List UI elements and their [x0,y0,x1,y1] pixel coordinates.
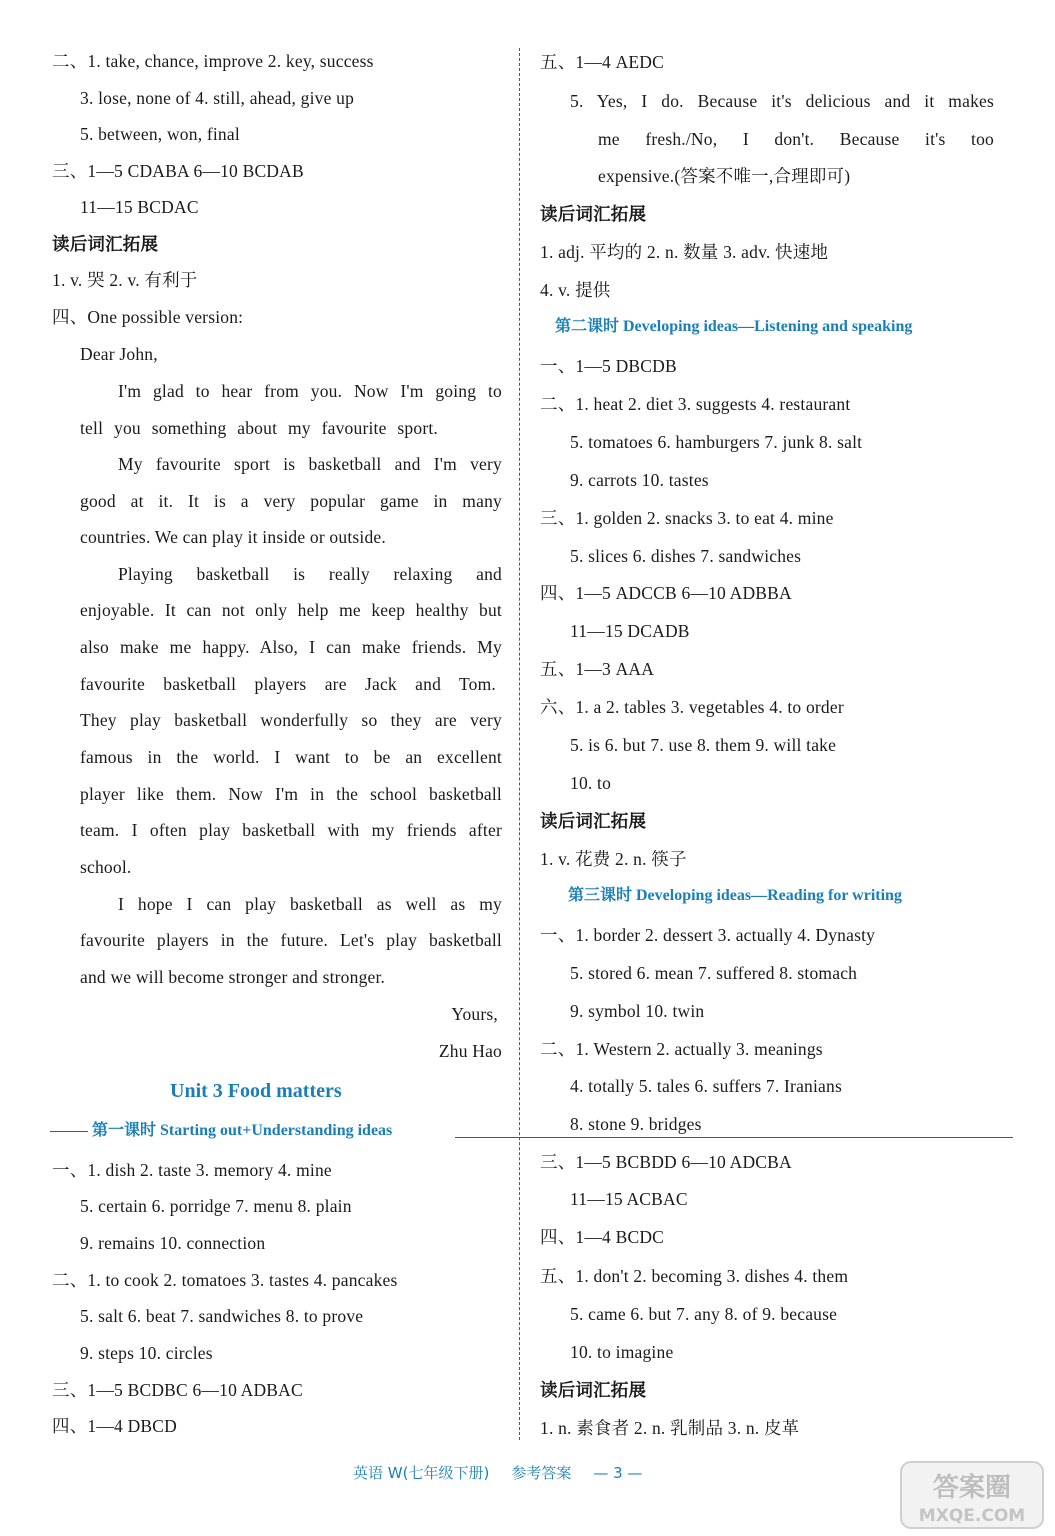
answer-line: 4. totally 5. tales 6. suffers 7. Iranians [570,1076,842,1096]
essay-line: tell you something about my favourite sport. [80,418,438,438]
answer-line: 9. carrots 10. tastes [570,470,709,490]
essay-line: and we will become stronger and stronger. [80,967,386,987]
answer-line: expensive.(答案不唯一,合理即可) [598,166,851,186]
answer-line: 1. n. 素食者 2. n. 乳制品 3. n. 皮革 [540,1418,800,1438]
essay-line: countries. We can play it inside or outside. [80,527,386,547]
essay-line: school. [80,857,132,877]
essay-greeting: Dear John, [80,344,158,364]
answer-line: 5. is 6. but 7. use 8. them 9. will take [570,735,837,755]
unit-title: Unit 3 Food matters [170,1080,342,1102]
footer-subject: 英语 W(七年级下册) [353,1464,490,1482]
essay-line: I'm glad to hear from you. Now I'm going to [118,381,502,401]
essay-line: Playing basketball is really relaxing and [118,564,502,584]
answer-line: 11—15 ACBAC [570,1189,688,1209]
answer-line: 六、1. a 2. tables 3. vegetables 4. to order [540,697,844,717]
lesson-heading: 第一课时 Starting out+Understanding ideas [92,1122,393,1139]
answer-line: 四、1—5 ADCCB 6—10 ADBBA [540,583,792,603]
essay-line: famous in the world. I want to be an excellent [80,747,502,767]
essay-line: team. I often play basketball with my friends after [80,820,502,840]
answer-line: 3. lose, none of 4. still, ahead, give up [80,88,355,108]
answer-line: 四、1—4 DBCD [52,1416,177,1436]
lesson-heading: 第三课时 Developing ideas—Reading for writing [568,887,902,904]
answer-line: 10. to imagine [570,1342,674,1362]
column-divider [519,48,520,1440]
answer-line: 五、1—3 AAA [540,659,655,679]
answer-line: 二、1. to cook 2. tomatoes 3. tastes 4. pancakes [52,1270,398,1290]
answer-line: 9. symbol 10. twin [570,1001,705,1021]
answer-line: 1. v. 花费 2. n. 筷子 [540,849,687,869]
watermark-url: MXQE.COM [918,1506,1026,1526]
essay-line: favourite players in the future. Let's play basketball [80,930,502,950]
section-heading: 读后词汇拓展 [540,204,647,224]
answer-line: 10. to [570,773,612,793]
essay-intro: 四、One possible version: [52,307,244,327]
essay-line: They play basketball wonderfully so they are very [80,710,502,730]
essay-line: My favourite sport is basketball and I'm very [118,454,502,474]
essay-signature: Zhu Hao [438,1041,502,1061]
answer-line: 三、1—5 BCBDD 6—10 ADCBA [540,1152,792,1172]
answer-line: 9. steps 10. circles [80,1343,213,1363]
section-heading: 读后词汇拓展 [540,811,647,831]
answer-line: 11—15 BCDAC [80,197,199,217]
answer-line: 5. between, won, final [80,124,240,144]
answer-line: 9. remains 10. connection [80,1233,266,1253]
section-heading: 读后词汇拓展 [52,234,159,254]
page-number: — 3 — [593,1464,643,1482]
answer-line: 8. stone 9. bridges [570,1114,702,1134]
section-heading: 读后词汇拓展 [540,1380,647,1400]
answer-line: 5. came 6. but 7. any 8. of 9. because [570,1304,838,1324]
divider [455,1137,1013,1138]
divider [50,1131,88,1132]
answer-line: 4. v. 提供 [540,280,611,300]
answer-line: 五、1. don't 2. becoming 3. dishes 4. them [540,1266,849,1286]
essay-line: favourite basketball players are Jack and Tom. [80,674,496,694]
footer-label: 参考答案 [511,1464,572,1482]
answer-line: 11—15 DCADB [570,621,690,641]
answer-line: 5. stored 6. mean 7. suffered 8. stomach [570,963,858,983]
essay-line: I hope I can play basketball as well as my [118,894,502,914]
essay-line: player like them. Now I'm in the school basketball [80,784,502,804]
watermark-logo [897,1458,1047,1532]
answer-line: 二、1. heat 2. diet 3. suggests 4. restaurant [540,394,851,414]
answer-line: 5. tomatoes 6. hamburgers 7. junk 8. salt [570,432,863,452]
answer-line: 1. v. 哭 2. v. 有利于 [52,270,198,290]
answer-line: 三、1. golden 2. snacks 3. to eat 4. mine [540,508,834,528]
answer-line: 1. adj. 平均的 2. n. 数量 3. adv. 快速地 [540,242,829,262]
watermark-text: 答案圈 [932,1473,1012,1503]
answer-line: 5. salt 6. beat 7. sandwiches 8. to prove [80,1306,364,1326]
essay-line: good at it. It is a very popular game in many [80,491,502,511]
essay-line: also make me happy. Also, I can make friends. My [80,637,502,657]
page-footer [353,1462,664,1484]
answer-line: 三、1—5 CDABA 6—10 BCDAB [52,161,304,181]
essay-line: enjoyable. It can not only help me keep healthy but [80,600,502,620]
answer-line: 一、1. dish 2. taste 3. memory 4. mine [52,1160,332,1180]
answer-line: 一、1. border 2. dessert 3. actually 4. Dynasty [540,925,876,945]
answer-line: 5. slices 6. dishes 7. sandwiches [570,546,802,566]
answer-line: 一、1—5 DBCDB [540,356,677,376]
essay-closing: Yours, [451,1004,498,1024]
lesson-heading: 第二课时 Developing ideas—Listening and speaking [555,318,913,335]
answer-line: 五、1—4 AEDC [540,52,665,72]
answer-line: 二、1. take, chance, improve 2. key, success [52,51,374,71]
answer-line: 5. certain 6. porridge 7. menu 8. plain [80,1196,352,1216]
answer-line: 二、1. Western 2. actually 3. meanings [540,1039,823,1059]
answer-line: 5. Yes, I do. Because it's delicious and it makes [570,91,994,111]
answer-line: me fresh./No, I don't. Because it's too [598,129,994,149]
answer-line: 三、1—5 BCDBC 6—10 ADBAC [52,1380,303,1400]
answer-line: 四、1—4 BCDC [540,1227,665,1247]
